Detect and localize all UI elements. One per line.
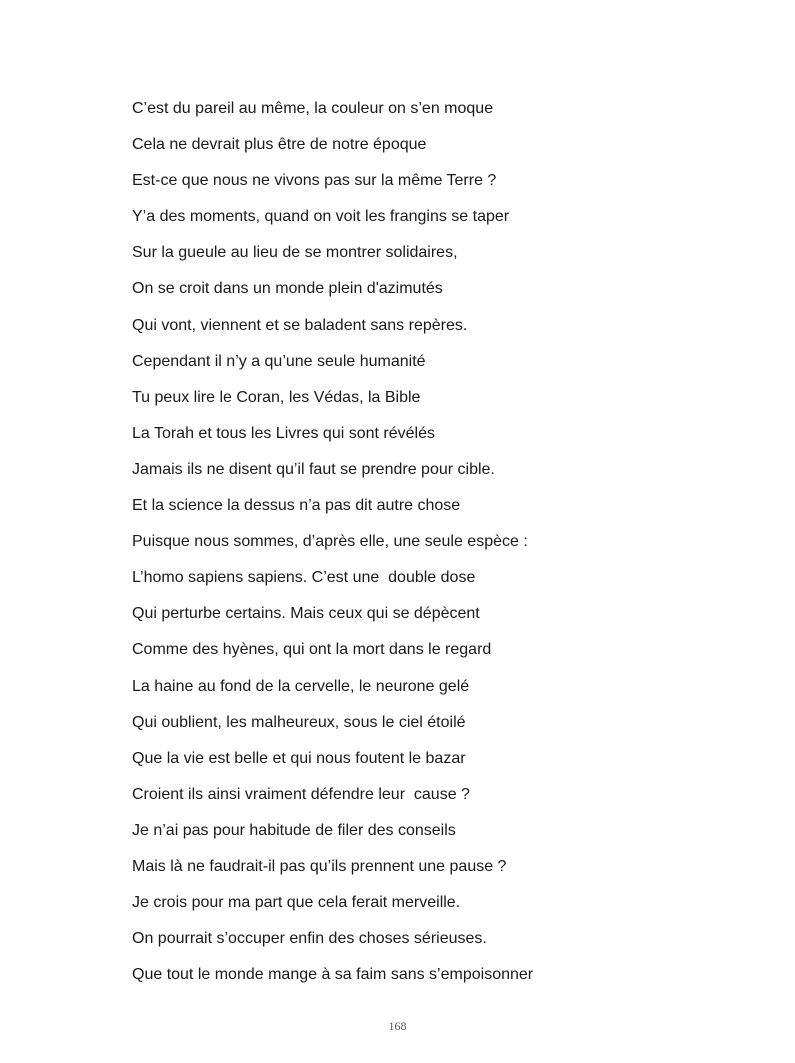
poem-line: Comme des hyènes, qui ont la mort dans le regard [132, 641, 492, 659]
poem-line: Je crois pour ma part que cela ferait merveille. [132, 894, 461, 912]
poem-line: Cependant il n’y a qu’une seule humanité [132, 352, 426, 370]
poem-line: La Torah et tous les Livres qui sont révélés [132, 424, 435, 442]
poem-line: Et la science la dessus n’a pas dit autre chose [132, 497, 461, 515]
poem-line: La haine au fond de la cervelle, le neurone gelé [132, 677, 470, 695]
poem-line: Qui oublient, les malheureux, sous le ciel étoilé [132, 713, 466, 731]
poem-line: Cela ne devrait plus être de notre époque [132, 136, 427, 154]
poem-line: Je n’ai pas pour habitude de filer des conseils [132, 821, 456, 839]
poem-line: Est-ce que nous ne vivons pas sur la même Terre ? [132, 172, 497, 190]
poem-line: Qui perturbe certains. Mais ceux qui se dépècent [132, 605, 480, 623]
poem-line: Croient ils ainsi vraiment défendre leur cause ? [132, 785, 470, 803]
poem-line: Y’a des moments, quand on voit les frangins se taper [132, 208, 510, 226]
poem-line: Jamais ils ne disent qu’il faut se prendre pour cible. [132, 460, 495, 478]
poem-text [132, 98, 533, 1000]
poem-line: Que tout le monde mange à sa faim sans s’empoisonner [132, 966, 534, 984]
poem-line: Mais là ne faudrait-il pas qu’ils prennent une pause ? [132, 857, 507, 875]
poem-line: Qui vont, viennent et se baladent sans repères. [132, 316, 468, 334]
poem-line: Tu peux lire le Coran, les Védas, la Bible [132, 388, 421, 406]
poem-line: L’homo sapiens sapiens. C’est une double dose [132, 569, 476, 587]
poem-line: On se croit dans un monde plein d'azimutés [132, 280, 443, 298]
poem-line: C’est du pareil au même, la couleur on s’en moque [132, 100, 494, 117]
poem-line: On pourrait s’occuper enfin des choses sérieuses. [132, 930, 487, 948]
poem-line: Que la vie est belle et qui nous foutent le bazar [132, 749, 466, 767]
page-number: 168 [388, 1019, 407, 1033]
poem-line: Puisque nous sommes, d’après elle, une seule espèce : [132, 533, 528, 551]
poem-line: Sur la gueule au lieu de se montrer solidaires, [132, 244, 458, 262]
